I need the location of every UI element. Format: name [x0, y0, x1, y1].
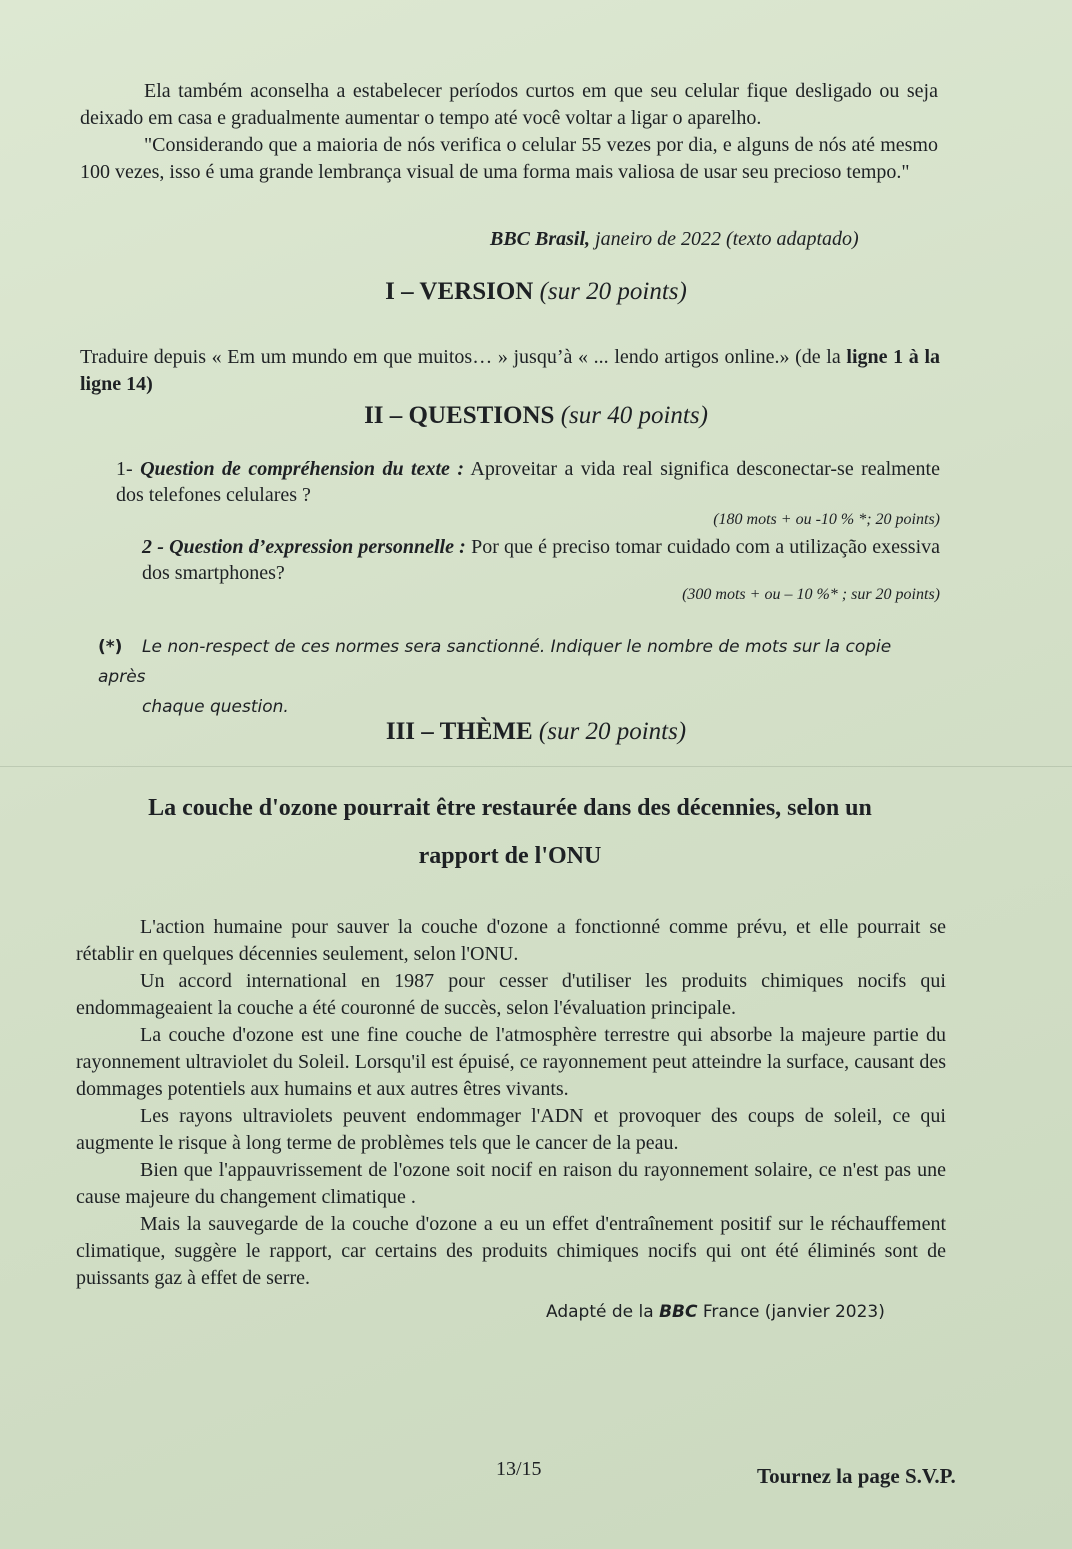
article-source — [546, 1302, 885, 1322]
question-1 — [116, 456, 940, 508]
intro-source — [490, 228, 859, 251]
question-2-text: Por que é preciso tomar cuidado com a utilização exessiva dos smartphones? — [142, 536, 941, 584]
article-paragraph-3: La couche d'ozone est une fine couche de l'atmosphère terrestre qui absorbe la majeure partie du rayonnement ultraviolet du Soleil. Lorsqu'il est épuisé, ce rayonnement peut atteindre la surface, causant des dommages potentiels aux humains et aux autres êtres vivants. — [76, 1024, 946, 1100]
section-2-title — [0, 402, 1072, 430]
intro-paragraph-2: "Considerando que a maioria de nós verifica o celular 55 vezes por dia, e alguns de nós até mesmo 100 vezes, isso é uma grande lembrança visual de uma forma mais valiosa de usar seu precioso tempo." — [80, 134, 938, 183]
article-title-line-1: La couche d'ozone pourrait être restaurée dans des décennies, selon un — [148, 795, 872, 821]
section-1-points: (sur 20 points) — [539, 278, 687, 305]
article-title-line-2: rapport de l'ONU — [418, 843, 602, 869]
section-2-points: (sur 40 points) — [560, 402, 708, 429]
question-1-text: Aproveitar a vida real significa desconectar-se realmente dos telefones celulares ? — [116, 458, 940, 506]
turn-page-note: Tournez la page S.V.P. — [757, 1464, 956, 1488]
article-source-suffix: France (janvier 2023) — [697, 1302, 885, 1322]
article-paragraph-2: Un accord international en 1987 pour cesser d'utiliser les produits chimiques nocifs qui endommageaient la couche a été couronné de succès, selon l'évaluation principale. — [76, 970, 946, 1019]
version-instruction — [80, 344, 940, 398]
intro-text — [80, 78, 938, 186]
article-title — [90, 784, 930, 880]
section-3-points: (sur 20 points) — [538, 718, 687, 745]
note-line-1: Le non-respect de ces normes sera sanctionné. Indiquer le nombre de mots sur la copie après — [98, 637, 892, 687]
version-instruction-text: Traduire depuis « Em um mundo em que muitos… » jusqu’à « ... lendo artigos online.» (de la — [80, 346, 847, 368]
question-1-number: 1- — [116, 458, 141, 480]
question-2-label: Question d’expression personnelle : — [169, 536, 466, 558]
section-3-title — [0, 718, 1072, 746]
article-source-prefix: Adapté de la — [546, 1302, 660, 1322]
question-2-constraint: (300 mots + ou – 10 %* ; sur 20 points) — [682, 586, 940, 603]
penalty-note — [98, 632, 938, 722]
article-paragraph-6: Mais la sauvegarde de la couche d'ozone a eu un effet d'entraînement positif sur le réchauffement climatique, suggère le rapport, car certains des produits chimiques nocifs qui ont été éliminés sont de puissants gaz à effet de serre. — [76, 1213, 946, 1289]
article-source-name: BBC — [659, 1302, 698, 1322]
section-2-heading: II – QUESTIONS — [364, 402, 561, 429]
question-2-number: 2 - — [142, 536, 170, 558]
intro-source-name: BBC Brasil, — [490, 228, 591, 250]
question-1-label: Question de compréhension du texte : — [140, 458, 465, 480]
question-2 — [142, 534, 940, 586]
version-instruction-lines: ligne 1 à la ligne 14) — [80, 346, 941, 395]
question-1-constraint: (180 mots + ou -10 % *; 20 points) — [713, 511, 940, 528]
page-number: 13/15 — [496, 1458, 542, 1480]
article-paragraph-4: Les rayons ultraviolets peuvent endommager l'ADN et provoquer des coups de soleil, ce qui augmente le risque à long terme de problèmes tels que le cancer de la peau. — [76, 1105, 946, 1154]
note-asterisk: (*) — [98, 637, 123, 657]
intro-paragraph-1: Ela também aconselha a estabelecer períodos curtos em que seu celular fique desligado ou seja deixado em casa e gradualmente aumentar o tempo até você voltar a ligar o aparelho. — [80, 80, 938, 129]
divider — [0, 766, 1072, 767]
section-3-heading: III – THÈME — [385, 718, 539, 745]
article-body — [76, 914, 946, 1292]
note-line-2: chaque question. — [142, 697, 289, 717]
article-paragraph-1: L'action humaine pour sauver la couche d'ozone a fonctionné comme prévu, et elle pourrait se rétablir en quelques décennies seulement, selon l'ONU. — [76, 916, 946, 965]
intro-source-date: janeiro de 2022 (texto adaptado) — [590, 228, 859, 250]
section-1-heading: I – VERSION — [385, 278, 540, 305]
article-paragraph-5: Bien que l'appauvrissement de l'ozone soit nocif en raison du rayonnement solaire, ce n'est pas une cause majeure du changement climatique . — [76, 1159, 946, 1208]
section-1-title — [0, 278, 1072, 306]
